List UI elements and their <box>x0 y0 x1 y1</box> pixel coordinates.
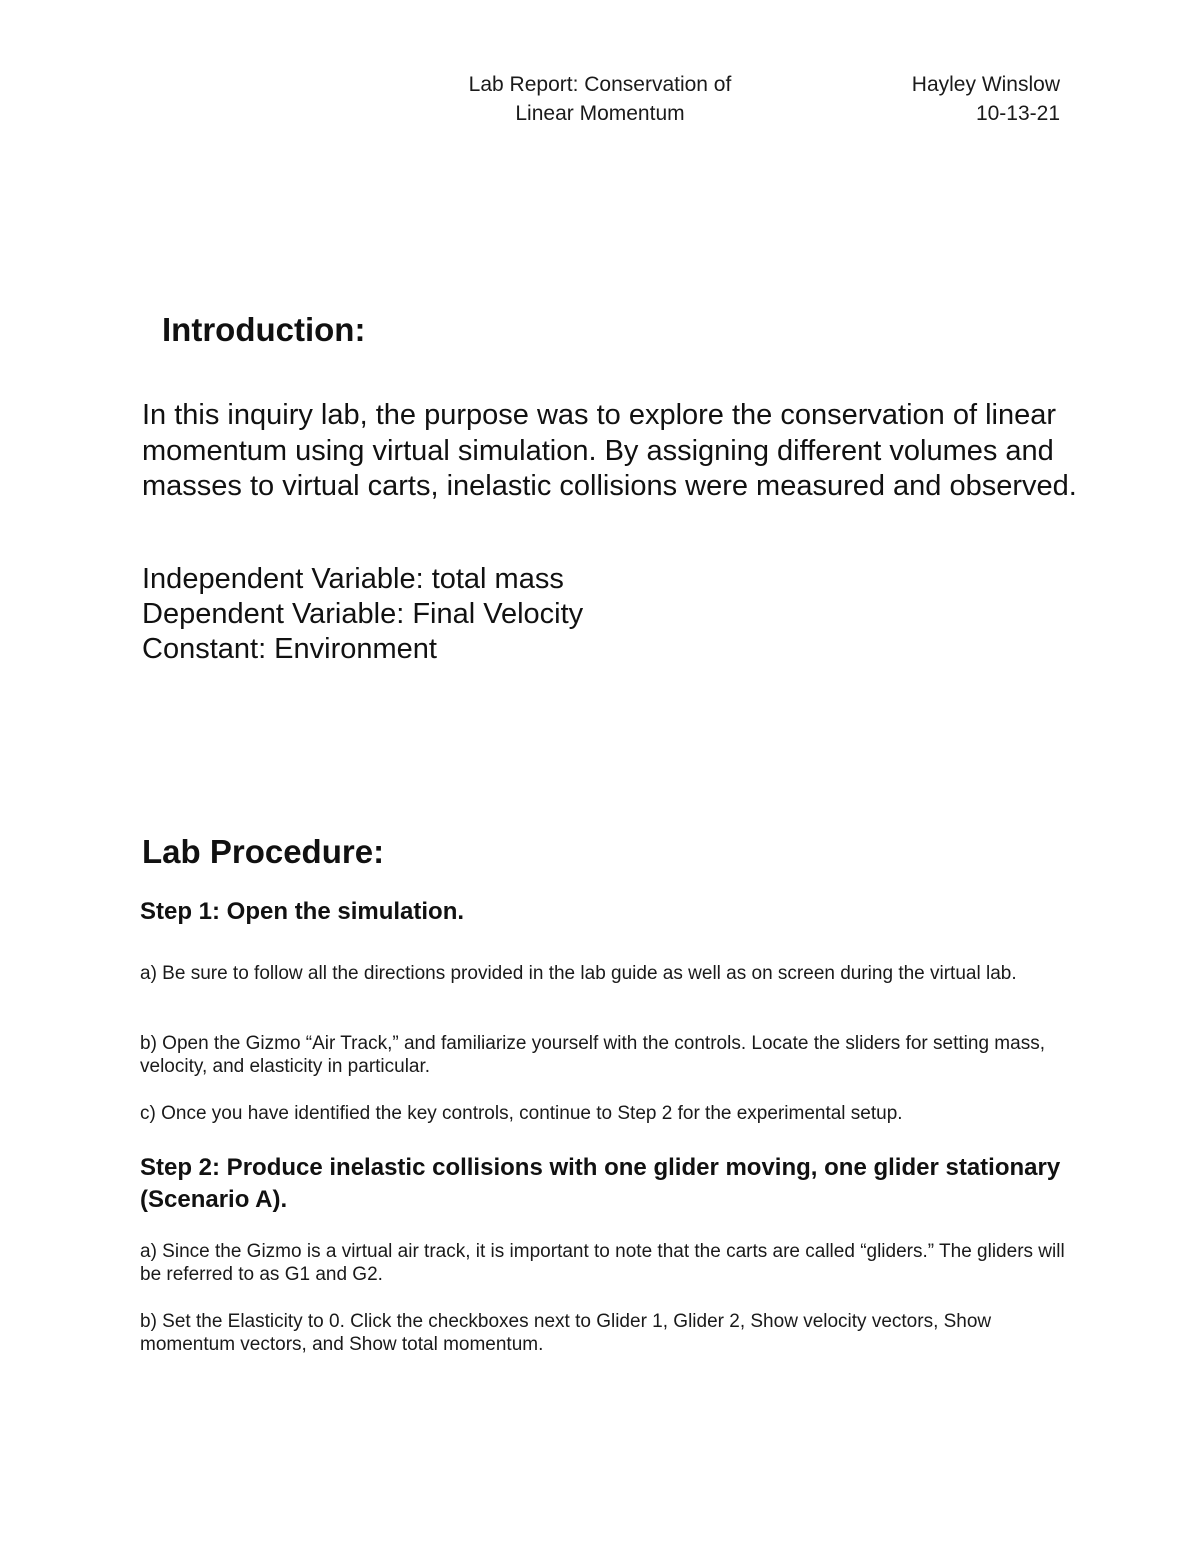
step-2-item-b: b) Set the Elasticity to 0. Click the checkboxes next to Glider 1, Glider 2, Show velocity vectors, Show momentum vectors, and Show total momentum. <box>140 1311 992 1355</box>
report-title-line-2: Linear Momentum <box>515 102 685 125</box>
step-1-item-c: c) Once you have identified the key controls, continue to Step 2 for the experimental setup. <box>140 1103 903 1124</box>
introduction-heading: Introduction: <box>162 311 366 348</box>
author-block <box>820 70 1060 128</box>
independent-variable: Independent Variable: total mass <box>142 563 564 595</box>
step-2-item-a: a) Since the Gizmo is a virtual air track, it is important to note that the carts are called “gliders.” The gliders will be referred to as G1 and G2. <box>140 1241 1065 1285</box>
dependent-variable: Dependent Variable: Final Velocity <box>142 598 584 630</box>
constant-variable: Constant: Environment <box>142 633 437 665</box>
step-1-heading: Step 1: Open the simulation. <box>140 898 465 925</box>
procedure-heading: Lab Procedure: <box>142 833 385 870</box>
author-name: Hayley Winslow <box>911 73 1060 96</box>
step-2-heading: Step 2: Produce inelastic collisions with one glider moving, one glider stationary (Scenario A). <box>140 1154 1061 1213</box>
step-1-item-b: b) Open the Gizmo “Air Track,” and familiarize yourself with the controls. Locate the sliders for setting mass, velocity, and elasticity in particular. <box>140 1033 1045 1077</box>
variables-list <box>142 562 583 667</box>
introduction-paragraph: In this inquiry lab, the purpose was to explore the conservation of linear momentum using virtual simulation. By assigning different volumes and masses to virtual carts, inelastic collisions were measured and observed. <box>142 399 1077 502</box>
step-1-item-a: a) Be sure to follow all the directions provided in the lab guide as well as on screen during the virtual lab. <box>140 963 1017 984</box>
report-date: 10-13-21 <box>975 102 1060 125</box>
report-title-line-1: Lab Report: Conservation of <box>468 73 732 96</box>
report-title <box>420 70 780 128</box>
